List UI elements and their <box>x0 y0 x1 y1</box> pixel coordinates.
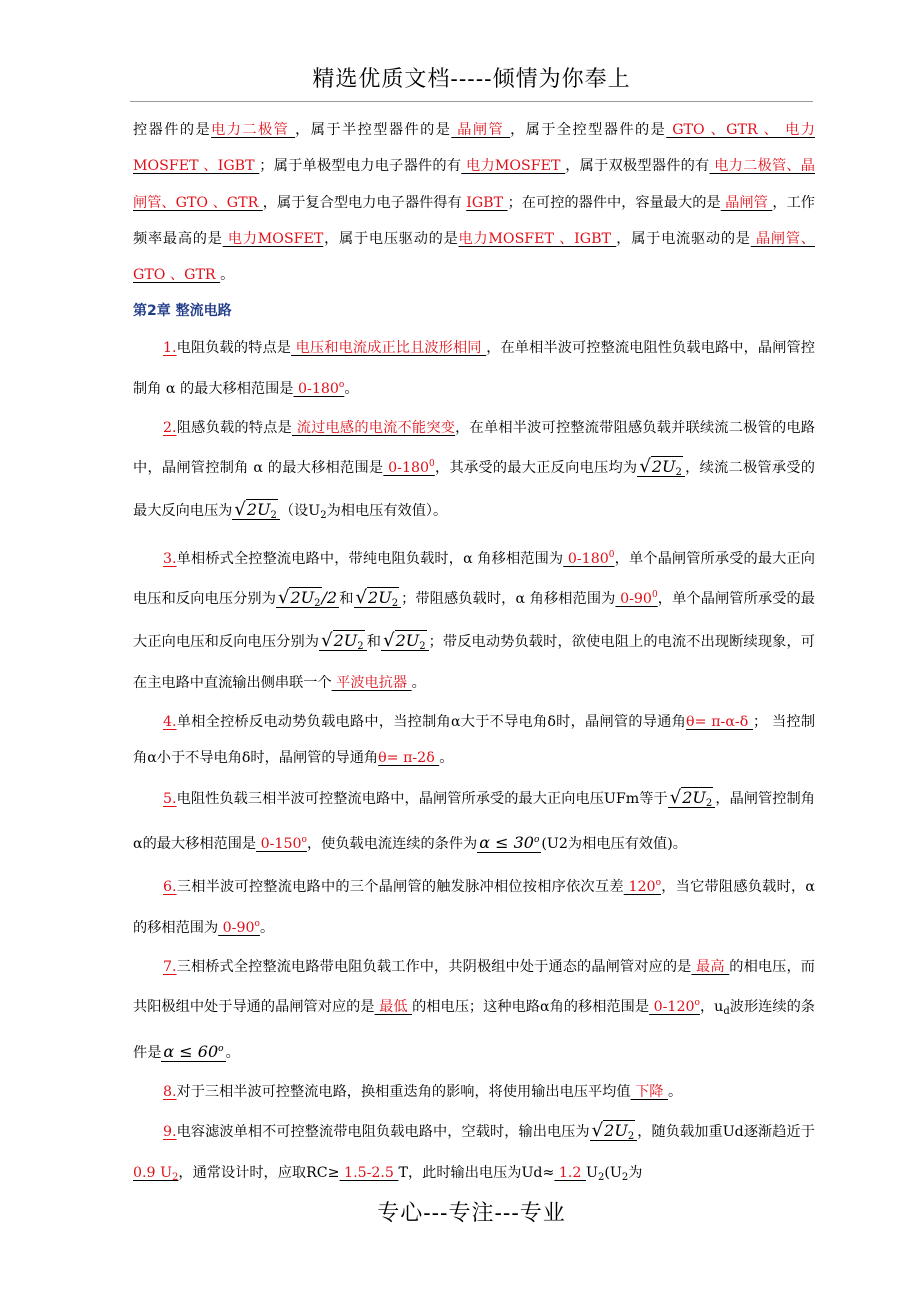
text: ，属于电流驱动的是 <box>616 230 751 247</box>
subscript: 2 <box>597 1172 605 1184</box>
answer: 晶闸管 <box>451 122 511 138</box>
answer: θ= π-α-δ <box>686 714 754 731</box>
superscript: o <box>301 835 307 846</box>
formula-sqrt2-u2-half <box>276 588 339 608</box>
text: 。 <box>259 919 275 936</box>
question-9 <box>133 1113 815 1197</box>
answer: 1.5-2.5 <box>339 1165 399 1182</box>
answer: θ= π-2δ <box>378 750 440 767</box>
subscript: 2 <box>320 509 327 521</box>
question-number: 9. <box>163 1124 177 1141</box>
answer: GTO 、GTR 、 电力MOSFET 、IGBT <box>133 122 815 175</box>
radicand <box>289 587 321 610</box>
answer <box>291 340 486 356</box>
sqrt-icon: √ <box>321 629 333 651</box>
intro-paragraph <box>133 112 815 293</box>
question-number: 4. <box>163 714 177 731</box>
text: (U2为相电压有效值)。 <box>541 836 687 853</box>
sqrt-icon: √ <box>278 587 290 609</box>
question-1 <box>133 330 815 407</box>
text: 。 <box>667 1083 683 1100</box>
superscript: o <box>655 878 661 889</box>
page-footer: 专心---专注---专业 <box>377 1201 566 1226</box>
text: ，通常设计时，应取RC≥ <box>178 1165 340 1182</box>
formula-sqrt2-u2 <box>354 588 402 608</box>
radicand <box>651 456 683 479</box>
answer: 电力MOSFET 、IGBT <box>458 230 617 247</box>
formula-sqrt2-u2 <box>668 788 716 808</box>
math-text: 2U <box>682 787 706 807</box>
superscript: o <box>338 379 345 390</box>
text: ，单个晶闸管所承受的最大正向电压和反向电压分别为 <box>133 591 815 650</box>
answer-text: 0-120 <box>649 999 695 1016</box>
answer: 电力二极管 <box>211 122 296 138</box>
formula-sqrt2-u2 <box>381 631 429 651</box>
text: ，在单相半波可控整流电阻性负载电路中，晶闸管控制角 α 的最大移相范围是 <box>133 340 815 397</box>
answer <box>615 591 657 607</box>
sqrt-icon: √ <box>669 786 682 808</box>
subscript: 2 <box>357 640 364 652</box>
answer <box>624 879 661 895</box>
text: ，属于电压驱动的是 <box>323 230 459 247</box>
superscript: o <box>218 1043 224 1054</box>
formula-sqrt2-u2 <box>232 500 280 520</box>
formula-alpha-le-60 <box>161 1042 225 1062</box>
subscript: 2 <box>314 598 321 610</box>
text: ，随负载加重Ud逐渐趋近于 <box>637 1124 815 1141</box>
superscript: 0 <box>429 459 435 470</box>
radicand <box>603 1120 635 1143</box>
superscript: o <box>533 835 540 846</box>
text: ，当它带阻感负载时，α的移相范围为 <box>133 879 815 936</box>
radicand <box>681 787 713 807</box>
question-number: 7. <box>163 958 177 975</box>
answer: 电力MOSFET <box>222 230 324 247</box>
question-4 <box>133 704 815 777</box>
answer: 最高 <box>691 958 730 975</box>
text: 对于三相半波可控整流电路，换相重迭角的影响，将使用输出电压平均值 <box>176 1083 631 1100</box>
text: 为 <box>628 1165 643 1182</box>
question-3 <box>133 537 815 701</box>
superscript: o <box>254 918 260 929</box>
question-number: 5. <box>163 790 177 807</box>
answer: 电力MOSFET <box>461 158 566 175</box>
text: ，属于双极型器件的有 <box>565 158 710 175</box>
formula-sqrt2-u2 <box>319 631 367 651</box>
question-6 <box>133 865 815 946</box>
question-2 <box>133 410 815 534</box>
text: (U <box>604 1165 622 1182</box>
radicand <box>395 630 427 650</box>
text: ，属于复合型电力电子器件得有 <box>262 194 467 211</box>
text: 阻感负载的特点是 <box>176 420 292 437</box>
formula-sqrt2-u2 <box>590 1121 638 1141</box>
formula-alpha-le-30 <box>477 833 541 853</box>
chapter-heading: 第2章 整流电路 <box>133 303 232 320</box>
answer <box>293 381 344 397</box>
question-number: 8. <box>163 1083 177 1100</box>
answer: 1.2 <box>554 1165 586 1182</box>
math-text: α ≤ 60 <box>163 1041 219 1061</box>
text: 。 <box>411 674 426 691</box>
math-text: α ≤ 30 <box>479 833 534 853</box>
document-body <box>133 112 815 1200</box>
answer: 晶闸管 <box>720 194 773 211</box>
text: 的相电压；这种电路α角的移相范围是 <box>412 999 650 1016</box>
sqrt-icon: √ <box>355 587 368 609</box>
answer-text: 0.9 U <box>133 1165 173 1182</box>
subscript: 2 <box>705 797 713 809</box>
math-text: 2U <box>246 499 271 519</box>
question-number: 3. <box>163 550 177 567</box>
superscript: o <box>694 998 700 1009</box>
sqrt-icon: √ <box>234 498 246 520</box>
text: ，单个晶闸管所承受的最大正向电压和反向电压分别为 <box>133 550 815 608</box>
math-text: 2U <box>651 457 676 477</box>
question-7 <box>133 949 815 1071</box>
answer: 平波电抗器 <box>331 674 412 691</box>
question-number: 2. <box>163 420 177 437</box>
subscript: 2 <box>627 1131 635 1143</box>
text: 和 <box>366 633 382 650</box>
text: 单相全控桥反电动势负载电路中，当控制角α大于不导电角δ时，晶闸管的导通角 <box>176 714 687 731</box>
radicand <box>367 587 399 610</box>
subscript: 2 <box>172 1172 179 1184</box>
text: 。 <box>225 1044 240 1061</box>
answer-text: 0-180 <box>563 550 609 567</box>
question-8 <box>133 1074 815 1110</box>
text: ；带阻感负载时，α 角移相范围为 <box>401 591 616 608</box>
text: ，晶闸管控制角α的最大移相范围是 <box>133 790 815 853</box>
question-number: 6. <box>163 879 177 896</box>
text: T，此时输出电压为Ud≈ <box>398 1165 555 1182</box>
text: （设U <box>279 502 321 519</box>
text: ，使负载电流连续的条件为 <box>306 836 478 853</box>
math-text: 2U <box>604 1121 628 1141</box>
text: 电阻性负载三相半波可控整流电路中，晶闸管所承受的最大正向电压UFm等于 <box>176 790 668 807</box>
answer <box>133 1165 179 1184</box>
question-number: 1. <box>163 340 177 357</box>
answer-text: 0-180 <box>293 380 339 397</box>
text: ，续流二极管承受的最大反向电压为 <box>133 460 815 519</box>
answer: 电力二极管、晶闸管、GTO 、GTR <box>133 158 815 211</box>
answer <box>256 836 307 852</box>
answer-text: 0-90 <box>615 591 652 608</box>
math-text: 2U <box>333 630 358 650</box>
answer: 流过电感的电流不能突变 <box>291 420 456 437</box>
math-text: 2U <box>290 588 315 608</box>
text: 波形连续的条件是 <box>133 999 815 1061</box>
superscript: 0 <box>608 549 615 560</box>
answer <box>563 551 614 567</box>
subscript: 2 <box>270 509 277 521</box>
answer: IGBT <box>466 194 508 211</box>
page-header: 精选优质文档-----倾情为你奉上 <box>130 62 813 102</box>
sqrt-icon: √ <box>591 1120 604 1142</box>
answer-text: 电压和电流成正比且波形相同 <box>291 340 487 357</box>
subscript: d <box>723 1006 730 1018</box>
question-5 <box>133 780 815 863</box>
text: 。 <box>220 267 235 284</box>
subscript: 2 <box>419 640 426 652</box>
superscript: 0 <box>651 590 658 601</box>
answer-text: 0-150 <box>256 836 302 853</box>
text: 三相桥式全控整流电路带电阻负载工作中，共阴极组中处于通态的晶闸管对应的是 <box>176 958 692 975</box>
subscript: 2 <box>621 1172 629 1184</box>
answer <box>383 460 434 476</box>
text: ，属于半控型器件的是 <box>295 122 452 138</box>
text: ；属于单极型电力电子器件的有 <box>259 158 462 175</box>
radicand <box>246 499 278 519</box>
text: 和 <box>339 591 354 608</box>
answer <box>218 920 260 936</box>
sqrt-icon: √ <box>639 456 651 478</box>
text: 为相电压有效值）。 <box>326 502 448 519</box>
text: 的相电压，而共阳极组中处于导通的晶闸管对应的是 <box>133 958 815 1016</box>
answer-text: 0-90 <box>218 919 255 936</box>
radicand <box>333 630 365 650</box>
text: 三相半波可控整流电路中的三个晶闸管的触发脉冲相位按相序依次互差 <box>176 879 624 896</box>
answer: 最低 <box>374 999 413 1016</box>
text: 电阻负载的特点是 <box>176 340 292 357</box>
subscript: 2 <box>675 467 682 479</box>
answer-text: 120 <box>623 879 656 896</box>
text: ；带反电动势负载时，欲使电阻上的电流不出现断续现象，可在主电路中直流输出侧串联一个 <box>133 633 815 691</box>
text: ，其承受的最大正反向电压均为 <box>434 460 638 477</box>
answer: 下降 <box>630 1083 668 1100</box>
sqrt-icon: √ <box>383 629 395 651</box>
subscript: 2 <box>391 598 399 610</box>
text: ，u <box>699 999 724 1016</box>
text: 电容滤波单相不可控整流带电阻负载电路中，空载时，输出电压为 <box>176 1124 590 1141</box>
math-text: 2U <box>395 630 420 650</box>
answer: 晶闸管、GTO 、GTR <box>133 230 815 284</box>
text: 控器件的是 <box>133 122 212 138</box>
text: ；在可控的器件中，容量最大的是 <box>507 194 721 211</box>
text: ，属于全控型器件的是 <box>510 122 667 138</box>
text: ，在单相半波可控整流带阻感负载并联续流二极管的电路中，晶闸管控制角 α 的最大移相范围是 <box>133 420 815 477</box>
math-text: /2 <box>321 588 338 608</box>
text: 。 <box>439 750 454 767</box>
formula-sqrt2-u2 <box>637 457 685 477</box>
text: ； 当控制角α小于不导电角δ时，晶闸管的导通角 <box>133 714 816 767</box>
math-text: 2U <box>368 588 392 608</box>
text: ，工作频率最高的是 <box>133 194 815 247</box>
text: 。 <box>344 380 359 397</box>
answer-text: 0-180 <box>383 460 430 477</box>
answer <box>649 999 700 1015</box>
text: U <box>585 1165 598 1182</box>
text: 单相桥式全控整流电路中，带纯电阻负载时，α 角移相范围为 <box>176 550 564 567</box>
